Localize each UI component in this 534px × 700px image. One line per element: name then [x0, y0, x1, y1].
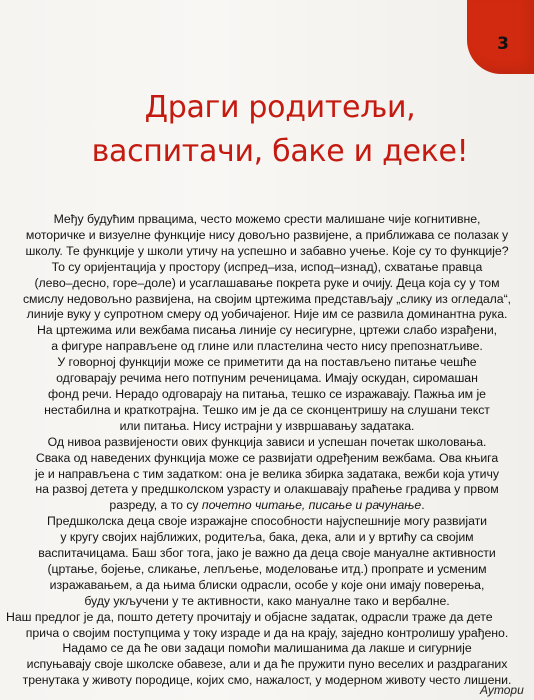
- authors-signature: Аутори: [480, 683, 524, 697]
- text-line-start: разреду, а то су: [109, 498, 202, 513]
- heading-line-2: васпитачи, баке и деке!: [91, 134, 469, 169]
- text-line: линије вуку у супротном смеру од уобичајеног. Није им се развила доминантна рука.: [26, 307, 508, 322]
- text-line: школу. Те функције у школи утичу на успешно и забавно учење. Које су то функције?: [25, 243, 509, 258]
- text-line-with-emphasis: [0, 498, 534, 514]
- text-line: Предшколска деца своје изражајне способности најуспешније могу развијати: [46, 514, 488, 529]
- text-line: је и направљена с тим задатком: она је велика збирка задатака, вежби која утичу: [35, 466, 499, 481]
- text-line: буду укључени у те активности, како мануалне тако и вербалне.: [84, 593, 450, 608]
- text-line: васпитачицама. Баш због тога, јако је важно да деца своје мануалне активности: [38, 546, 496, 561]
- text-line: Од нивоа развијености ових функција зависи и успешан почетак школовања.: [47, 434, 487, 449]
- page-number: 3: [497, 34, 509, 54]
- text-line: Свака од наведених функција може се развијати одређеним вежбама. Ова књига: [35, 450, 499, 465]
- text-line: На цртежима или вежбама писања линије су несигурне, цртежи слабо израђени,: [36, 323, 498, 338]
- text-line: У говорној функцији може се приметити да на постављено питање чешће: [57, 355, 477, 370]
- text-line-end: .: [421, 498, 425, 513]
- emphasized-phrase: почетно читање, писање и рачунање: [201, 498, 422, 513]
- text-line: тренутака у животу породице, којих смо, нажалост, у модерном животу често лишени.: [22, 673, 512, 688]
- text-line: Међу будућим првацима, често можемо срести малишане чије когнитивне,: [53, 212, 481, 226]
- text-line: изражавањем, а да њима блиски одрасли, особе у које они имају поверења,: [49, 577, 485, 592]
- page-heading: [60, 86, 500, 174]
- text-line: а фигуре направљене од глине или пластелина често нису препознатљиве.: [51, 339, 483, 354]
- heading-line-1: Драги родитељи,: [144, 90, 416, 125]
- text-line: испуњавају своје школске обавезе, али и да ће пружити пуно веселих и раздраганих: [26, 657, 508, 672]
- text-line: или питања. Нису истрајни у извршавању задатака.: [119, 418, 415, 433]
- text-line: прича о својим поступцима у току израде и да на крају, заједно контролишу урађено.: [25, 625, 509, 640]
- text-line: у кругу својих најближих, родитеља, бака, дека, али и у вртићу са својим: [60, 530, 474, 545]
- intro-text: [0, 212, 534, 689]
- text-line: (лево–десно, горе–доле) и усаглашавање покрета руке и очију. Деца која су у том: [34, 275, 500, 290]
- text-line: нестабилна и краткотрајна. Тешко им је да се сконцентришу на слушани текст: [44, 402, 490, 417]
- text-line: смислу недовољно развијена, на својим цртежима представљају „слику из огледала“,: [22, 291, 512, 306]
- text-line: на развој детета у предшколском узрасту и олакшавају праћење градива у првом: [35, 482, 499, 497]
- text-line: фонд речи. Нерадо одговарају на питања, тешко се изражавају. Пажња им је: [48, 386, 486, 401]
- text-line: Наш предлог је да, пошто детету прочитају и објасне задатак, одрасли траже да дете: [6, 609, 493, 624]
- text-line: Надамо се да ће ови задаци помоћи малишанима да лакше и сигурније: [62, 641, 472, 656]
- text-line: То су оријентација у простору (испред–иза, испод–изнад), схватање правца: [51, 259, 483, 274]
- text-line: моторичке и визуелне функције нису довољно развијене, а приближава се полазак у: [25, 227, 509, 242]
- text-line: одговарају речима него потпуним реченицама. Имају оскудан, сиромашан: [56, 371, 478, 386]
- text-line: (цртање, бојење, сликање, лепљење, моделовање итд.) пропрате и усменим: [47, 561, 487, 576]
